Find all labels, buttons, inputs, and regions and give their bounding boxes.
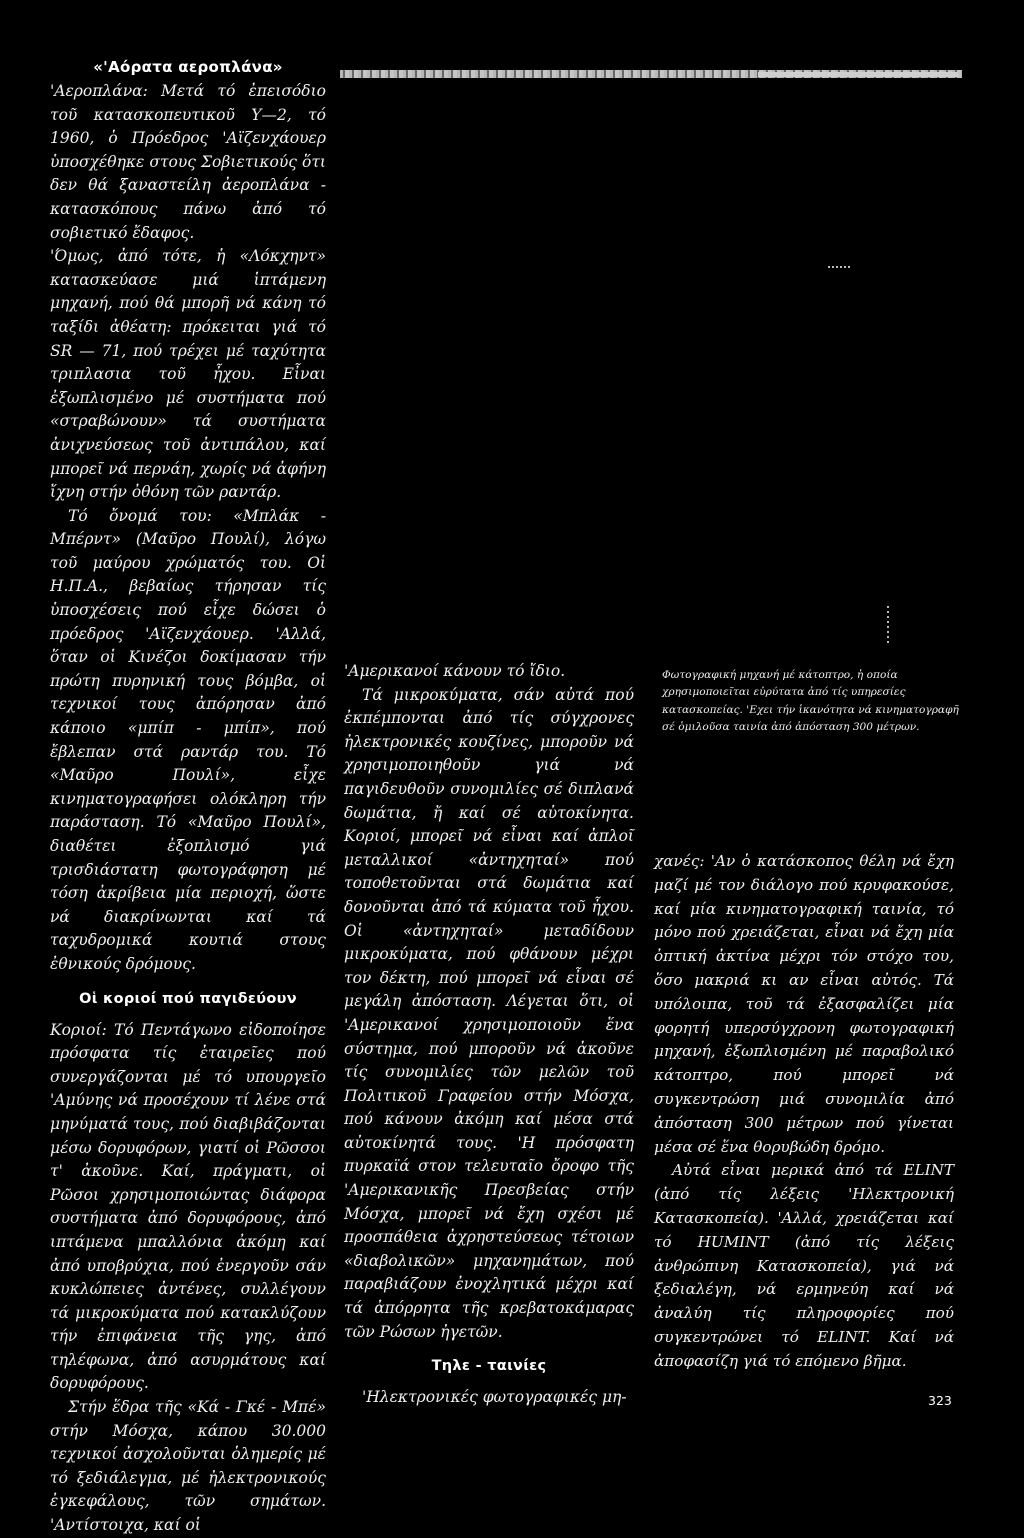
column-middle-trailing xyxy=(344,1386,634,1410)
column-middle-body xyxy=(344,660,634,1344)
paragraph: 'Ηλεκτρονικές φωτογραφικές μη- xyxy=(362,1388,627,1407)
column-middle xyxy=(344,660,634,1410)
photograph xyxy=(340,66,1024,656)
section-body-invisible-planes xyxy=(50,80,326,977)
photo-detail xyxy=(828,266,850,268)
paragraph: 'Αμερικανοί κάνουν τό ἴδιο. xyxy=(344,662,566,680)
photo-detail xyxy=(887,606,889,646)
paragraph: Τό ὄνομά του: «Μπλάκ - Μπέρντ» (Μαῦρο Πουλί), λόγω τοῦ μαύρου χρώματός του. Οἱ Η.Π.Α., βεβαίως τήρησαν τίς ὑποσχέσεις πού εἶχε δώσει ὁ πρόεδρος 'Αϊζενχάουερ. 'Αλλά, ὅταν οἱ Κινέζοι δοκίμασαν τήν πρώτη πυρηνική τους βόμβα, οἱ τεχνικοί τους ἀπόρησαν ἀπό κάποιο «μπίπ - μπίπ», πού ἔβλεπαν στά ραντάρ του. Τό «Μαῦρο Πουλί», εἶχε κινηματογραφήσει ολόκληρη τήν παράσταση. Τό «Μαῦρο Πουλί», διαθέτει ἐξοπλισμό γιά τρισδιάστατη φωτογράφηση μέ τόση ἀκρίβεια μία περιοχή, ὥστε νά διακρίνωνται καί τά ταχυδρομικά κουτιά στους ἐθνικούς δρόμους. xyxy=(50,506,326,973)
paragraph: Κοριοί: Τό Πεντάγωνο εἰδοποίησε πρόσφατα τίς ἑταιρεῖες πού συνεργάζονται μέ τό υπουργεῖο 'Αμύνης νά προσέχουν τί λένε στά μηνύματά τους, πού διαβιβάζονται μέσω δορυφόρων, γιατί οἱ Ρῶσσοι τ' ἀκοῦνε. Καί, πράγματι, οἱ Ρῶσοι χρησιμοποιώντας διάφορα συστήματα ἀπό δορυφόρους, ἀπό ιπτάμενα μπαλλόνια ἀκόμη καί ἀπό υποβρύχια, πού ἐνεργοῦν σάν κυκλώπειες ἀντένες, συλλέγουν τά μικροκύματα πού κατακλύζουν τήν ἐπιφάνεια τῆς γης, ἀπό τηλέφωνα, ἀπό ασυρμάτους καί δορυφόρους. xyxy=(50,1020,326,1393)
paragraph: Στήν ἕδρα τῆς «Κά - Γκέ - Μπέ» στήν Μόσχα, κάπου 30.000 τεχνικοί ἀσχολοῦνται ὁλημερίς μέ τό ξεδιάλεγμα, μέ ἠλεκτρονικούς ἐγκεφάλους, τῶν σημάτων. 'Αντίστοιχα, καί οἱ xyxy=(50,1398,326,1535)
photo-top-edge-highlight xyxy=(758,72,958,77)
column-left xyxy=(50,58,326,1538)
paragraph: Τά μικροκύματα, σάν αὐτά πού ἐκπέμπονται ἀπό τίς σύγχρονες ἠλεκτρονικές κουζίνες, μποροῦν νά χρησιμοποιηθοῦν γιά νά παγιδευθοῦν συνομιλίες σέ διπλανά δωμάτια, ἤ καί σέ αὐτοκίνητα. Κοριοί, μπορεῖ νά εἶναι καί ἁπλοῖ μεταλλικοί «ἀντηχηταί» πού τοποθετοῦνται στά δωμάτια καί δονοῦνται ἀπό τά κύματα τοῦ ἦχου. Οἱ «ἀντηχηταί» μεταδίδουν μικροκύματα, πού φθάνουν μέχρι τον δέκτη, πού μπορεῖ νά εἶναι σέ μεγάλη ἀπόσταση. Λέγεται ὅτι, οἱ 'Αμερικανοί χρησιμοποιοῦν ἕνα σύστημα, πού μποροῦν νά ἀκοῦνε τίς συνομιλίες τῶν μελῶν τοῦ Πολιτικοῦ Γραφείου στήν Μόσχα, πού κάνουν ἀκόμη καί μέσα στά αὐτοκίνητά τους. 'Η πρόσφατη πυρκαϊά στον τελευταῖο ὄροφο τῆς 'Αμερικανικῆς Πρεσβείας στήν Μόσχα, μπορεῖ νά ἔχη σχέσι μέ προσπάθεια ἀχρηστεύσεως τέτοιων «διαβολικῶν» μηχανημάτων, πού παραβιάζουν ἐνοχλητικά μέχρι καί τά ἀπόρρητα τῆς κρεβατοκάμαρας τῶν Ρώσων ἠγετῶν. xyxy=(344,685,634,1341)
paragraph: Αὐτά εἶναι μερικά ἀπό τά ELINT (ἀπό τίς λέξεις 'Ηλεκτρονική Κατασκοπεία). 'Αλλά, χρειάζεται καί τό HUMINT (ἀπό τίς λέξεις ἀνθρώπινη Κατασκοπεία), γιά νά ξεδιαλέγη, νά ερμηνεύη καί νά ἀναλύη τίς πληροφορίες πού συγκεντρώνει τό ELINT. Καί νά ἀποφασίζη γιά τό επόμενο βῆμα. xyxy=(654,1161,954,1370)
column-right xyxy=(654,850,954,1374)
column-right-body xyxy=(654,850,954,1374)
section-heading-tele-films: Τηλε - ταινίες xyxy=(431,1358,547,1375)
caption-text: Φωτογραφική μηχανή μέ κάτοπτρο, ἡ οποία χρησιμοποιεῖται εὐρύτατα ἀπό τίς υπηρεσίες κατασκοπείας. 'Εχει τήν ἱκανότητα νά κινηματογραφῆ σέ ὁμιλοῦσα ταινία ἀπό ἀπόσταση 300 μέτρων. xyxy=(662,669,959,734)
paragraph: 'Αεροπλάνα: Μετά τό ἐπεισόδιο τοῦ κατασκοπευτικοῦ Υ—2, τό 1960, ὁ Πρόεδρος 'Αϊζενχάουερ ὑποσχέθηκε στους Σοβιετικούς ὅτι δεν θά ξαναστείλη ἀεροπλάνα - κατασκόπους πάνω ἀπό τό σοβιετικό ἔδαφος. xyxy=(50,82,326,242)
paragraph: χανές: 'Αν ὁ κατάσκοπος θέλη νά ἔχη μαζί μέ τον διάλογο πού κρυφακούσε, καί μία κινηματογραφική ταινία, τό μόνο πού χρειάζεται, εἶναι νά ἔχη μία ὀπτική ἀκτίνα μέχρι τόν στόχο του, ὅσο μακριά κι αν εἶναι αὐτός. Τά υπόλοιπα, τοῦ τά ἐξασφαλίζει μία φορητή υπερσύγχρονη φωτογραφική μηχανή, ἐξωπλισμένη μέ παραβολικό κάτοπτρο, πού μπορεῖ νά συγκεντρώση μιά συνομιλία ἀπό ἀπόσταση 300 μέτρων πού γίνεται μέσα σέ ἕνα θορυβώδη δρόμο. xyxy=(654,852,954,1156)
page-number: 323 xyxy=(928,1393,952,1408)
section-heading-invisible-planes: «'Αόρατα αεροπλάνα» xyxy=(93,58,283,76)
paragraph: 'Όμως, ἀπό τότε, ἡ «Λόκχηντ» κατασκεύασε μιά ἱπτάμενη μηχανή, πού θά μπορῆ νά κάνη τό ταξίδι ἀθέατη: πρόκειται γιά τό SR — 71, πού τρέχει μέ ταχύτητα τριπλασια τοῦ ἦχου. Εἶναι ἐξωπλισμένο μέ συστήματα πού «στραβώνουν» τά συστήματα ἀνιχνεύσεως τοῦ ἀντιπάλου, καί μπορεῖ νά περνάη, χωρίς νά ἀφήνη ἴχνη στήν ὀθόνη τῶν ραντάρ. xyxy=(50,247,326,502)
section-heading-bugs: Οἱ κοριοί πού παγιδεύουν xyxy=(79,990,297,1007)
photo-caption xyxy=(662,667,962,737)
section-body-bugs xyxy=(50,1019,326,1538)
